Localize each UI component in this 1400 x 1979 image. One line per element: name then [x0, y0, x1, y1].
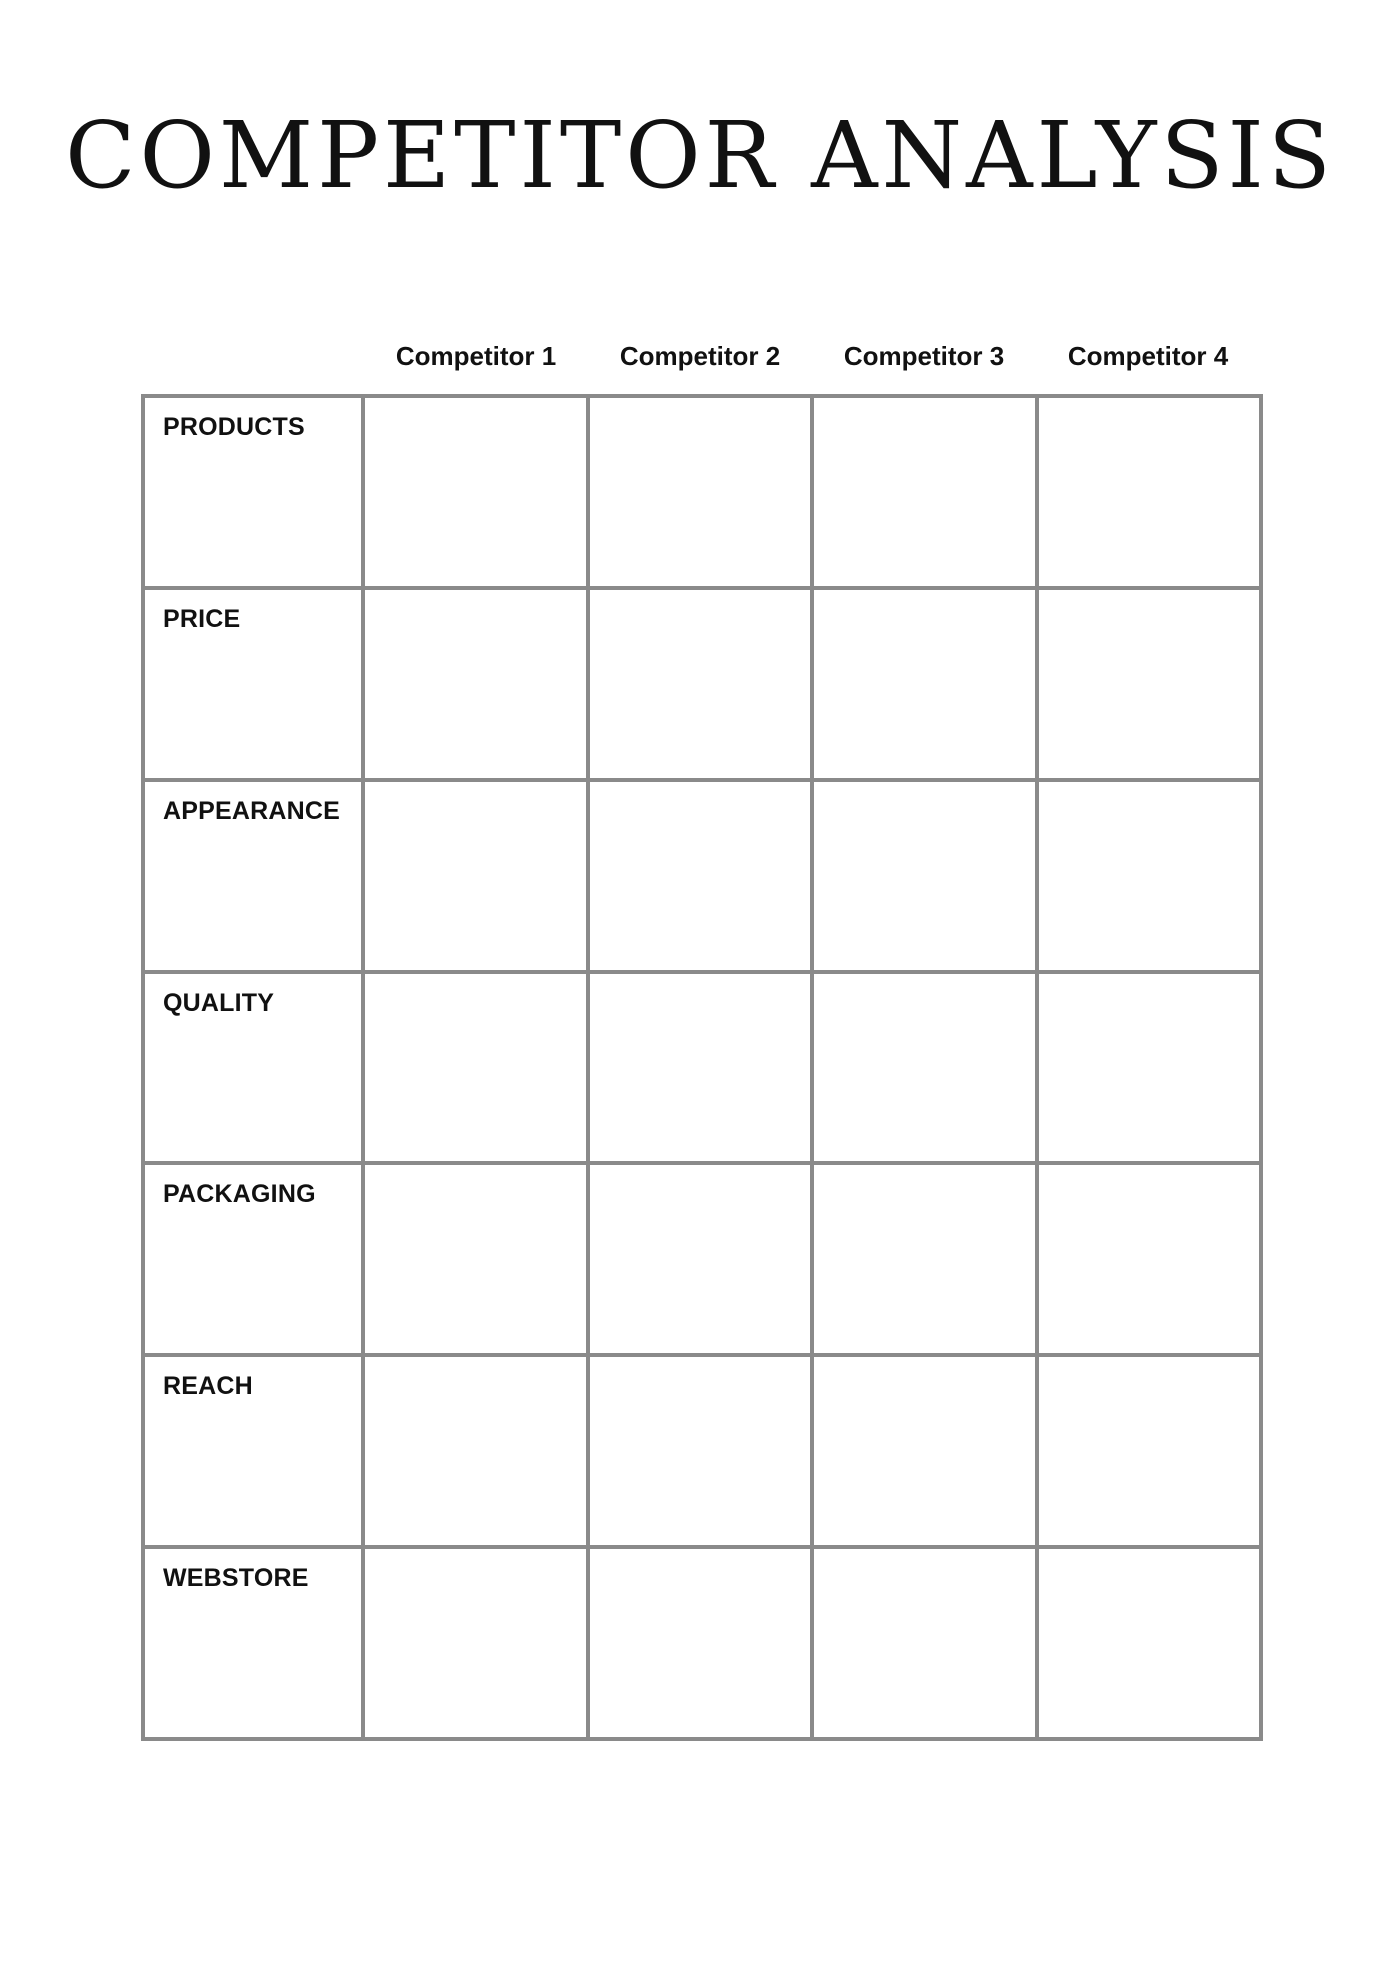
grid-cell[interactable] — [812, 588, 1037, 780]
grid-cell[interactable] — [1037, 1163, 1262, 1355]
row-label-cell — [143, 588, 363, 780]
grid-cell[interactable] — [363, 780, 588, 972]
grid-row-products — [143, 396, 1261, 588]
grid-row-reach — [143, 1355, 1261, 1547]
grid-cell[interactable] — [588, 780, 813, 972]
grid-row-webstore — [143, 1547, 1261, 1739]
grid-cell[interactable] — [1037, 972, 1262, 1164]
grid-cell[interactable] — [812, 1355, 1037, 1547]
grid-cell[interactable] — [363, 1163, 588, 1355]
grid-cell[interactable] — [363, 1355, 588, 1547]
grid-row-appearance — [143, 780, 1261, 972]
row-label-cell — [143, 780, 363, 972]
grid-cell[interactable] — [812, 1163, 1037, 1355]
grid-cell[interactable] — [363, 588, 588, 780]
row-label-cell — [143, 1547, 363, 1739]
grid-cell[interactable] — [588, 972, 813, 1164]
grid-cell[interactable] — [1037, 588, 1262, 780]
grid-cell[interactable] — [588, 1355, 813, 1547]
row-label-packaging: PACKAGING — [163, 1180, 316, 1209]
grid-row-packaging — [143, 1163, 1261, 1355]
row-label-cell — [143, 1163, 363, 1355]
grid-cell[interactable] — [363, 972, 588, 1164]
row-label-reach: REACH — [163, 1372, 253, 1401]
column-header-competitor-1: Competitor 1 — [395, 341, 557, 371]
grid-row-price — [143, 588, 1261, 780]
row-label-quality: QUALITY — [163, 988, 275, 1017]
column-header-competitor-4: Competitor 4 — [1067, 341, 1229, 371]
grid-cell[interactable] — [363, 396, 588, 588]
row-label-products: PRODUCTS — [163, 413, 305, 441]
grid-cell[interactable] — [1037, 396, 1262, 588]
grid-row-quality — [143, 972, 1261, 1164]
grid-cell[interactable] — [812, 1547, 1037, 1739]
grid-cell[interactable] — [588, 1163, 813, 1355]
column-header-competitor-2: Competitor 2 — [619, 341, 781, 371]
grid-cell[interactable] — [363, 1547, 588, 1739]
grid-cell[interactable] — [812, 780, 1037, 972]
row-label-cell — [143, 396, 363, 588]
row-label-price: PRICE — [163, 604, 241, 633]
grid-cell[interactable] — [812, 396, 1037, 588]
row-label-appearance: APPEARANCE — [163, 796, 341, 825]
column-header-competitor-3: Competitor 3 — [843, 341, 1005, 371]
column-headers — [364, 338, 1260, 378]
row-label-cell — [143, 1355, 363, 1547]
grid-cell[interactable] — [588, 1547, 813, 1739]
grid-cell[interactable] — [588, 396, 813, 588]
grid-cell[interactable] — [812, 972, 1037, 1164]
grid-cell[interactable] — [1037, 780, 1262, 972]
grid-cell[interactable] — [1037, 1547, 1262, 1739]
page-title: COMPETITOR ANALYSIS — [65, 102, 1335, 209]
grid-cell[interactable] — [1037, 1355, 1262, 1547]
row-label-cell — [143, 972, 363, 1164]
grid-cell[interactable] — [588, 588, 813, 780]
row-label-webstore: WEBSTORE — [163, 1564, 309, 1593]
analysis-grid — [141, 394, 1263, 1741]
